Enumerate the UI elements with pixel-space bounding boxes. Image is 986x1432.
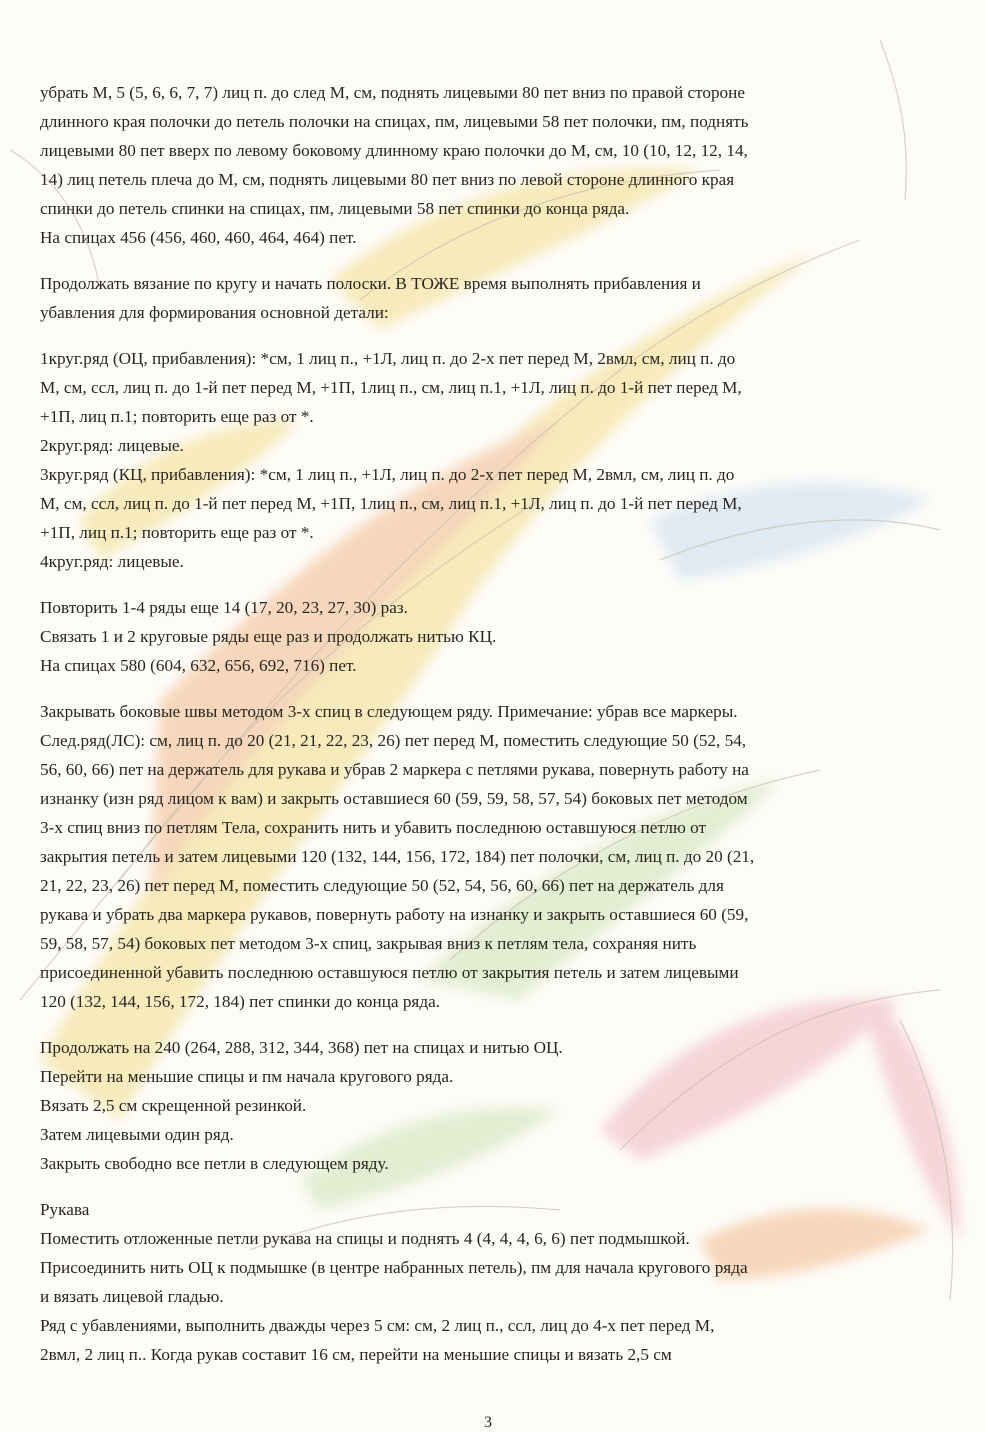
text-line: Поместить отложенные петли рукава на спицы и поднять 4 (4, 4, 4, 6, 6) пет подмышкой. (40, 1229, 690, 1248)
text-line: Продолжать на 240 (264, 288, 312, 344, 368) пет на спицах и нитью ОЦ. (40, 1038, 563, 1057)
text-line: лицевыми 80 пет вверх по левому боковому длинному краю полочки до М, см, 10 (10, 12, 12, 14, (40, 141, 748, 160)
text-line: 120 (132, 144, 156, 172, 184) пет спинки до конца ряда. (40, 992, 441, 1011)
text-line: М, см, ссл, лиц п. до 1-й пет перед М, +1П, 1лиц п., см, лиц п.1, +1Л, лиц п. до 1-й пет перед М, (40, 378, 742, 397)
text-line: 2вмл, 2 лиц п.. Когда рукав составит 16 см, перейти на меньшие спицы и вязать 2,5 см (40, 1345, 672, 1364)
text-line: убавления для формирования основной детали: (40, 303, 389, 322)
text-line: Связать 1 и 2 круговые ряды еще раз и продолжать нитью КЦ. (40, 627, 497, 646)
document-body (40, 78, 955, 1386)
text-line: +1П, лиц п.1; повторить еще раз от *. (40, 523, 314, 542)
text-line: На спицах 456 (456, 460, 460, 464, 464) пет. (40, 228, 357, 247)
text-line: Перейти на меньшие спицы и пм начала кругового ряда. (40, 1067, 454, 1086)
text-line: М, см, ссл, лиц п. до 1-й пет перед М, +1П, 1лиц п., см, лиц п.1, +1Л, лиц п. до 1-й пет перед М, (40, 494, 742, 513)
paragraph-repeat-rows (40, 593, 955, 680)
page-number: 3 (484, 1414, 492, 1431)
text-line: Закрывать боковые швы методом 3-х спиц в следующем ряду. Примечание: убрав все маркеры. (40, 702, 738, 721)
text-line: Затем лицевыми один ряд. (40, 1125, 234, 1144)
text-line: присоединенной убавить последнюю оставшуюся петлю от закрытия петель и затем лицевыми (40, 963, 739, 982)
paragraph-side-seams (40, 697, 955, 1016)
text-line: 14) лиц петель плеча до М, см, поднять лицевыми 80 пет вниз по левой стороне длинного края (40, 170, 735, 189)
text-line: 21, 22, 23, 26) пет перед М, поместить следующие 50 (52, 54, 56, 60, 66) пет на держатель для (40, 876, 724, 895)
text-line: 59, 58, 57, 54) боковых пет методом 3-х спиц, закрывая вниз к петлям тела, сохраняя нить (40, 934, 697, 953)
text-line: спинки до петель спинки на спицах, пм, лицевыми 58 пет спинки до конца ряда. (40, 199, 630, 218)
text-line: закрытия петель и затем лицевыми 120 (132, 144, 156, 172, 184) пет полочки, см, лиц п. до 20 (21, (40, 847, 755, 866)
text-line: Вязать 2,5 см скрещенной резинкой. (40, 1096, 307, 1115)
text-line: 56, 60, 66) пет на держатель для рукава и убрав 2 маркера с петлями рукава, повернуть работу на (40, 760, 749, 779)
paragraph-stripes-intro (40, 269, 955, 327)
text-line: 2круг.ряд: лицевые. (40, 436, 184, 455)
text-line: Повторить 1-4 ряды еще 14 (17, 20, 23, 27, 30) раз. (40, 598, 408, 617)
text-line: Ряд с убавлениями, выполнить дважды через 5 см: см, 2 лиц п., ссл, лиц до 4-х пет перед М, (40, 1316, 715, 1335)
text-line: Продолжать вязание по кругу и начать полоски. В ТОЖЕ время выполнять прибавления и (40, 274, 701, 293)
text-line: 1круг.ряд (ОЦ, прибавления): *см, 1 лиц п., +1Л, лиц п. до 2-х пет перед М, 2вмл, см, лиц п. до (40, 349, 736, 368)
text-line: убрать М, 5 (5, 6, 6, 7, 7) лиц п. до след М, см, поднять лицевыми 80 пет вниз по правой стороне (40, 83, 745, 102)
text-line: Закрыть свободно все петли в следующем ряду. (40, 1154, 389, 1173)
text-line: длинного края полочки до петель полочки на спицах, пм, лицевыми 58 пет полочки, пм, поднять (40, 112, 749, 131)
paragraph-sleeves (40, 1195, 955, 1369)
text-line: На спицах 580 (604, 632, 656, 692, 716) пет. (40, 656, 357, 675)
text-line: +1П, лиц п.1; повторить еще раз от *. (40, 407, 314, 426)
text-line: 3-х спиц вниз по петлям Тела, сохранить нить и убавить последнюю оставшуюся петлю от (40, 818, 707, 837)
text-line: 3круг.ряд (КЦ, прибавления): *см, 1 лиц п., +1Л, лиц п. до 2-х пет перед М, 2вмл, см, лиц п. до (40, 465, 735, 484)
text-line: изнанку (изн ряд лицом к вам) и закрыть оставшиеся 60 (59, 59, 58, 57, 54) боковых пет методом (40, 789, 748, 808)
text-line: След.ряд(ЛС): см, лиц п. до 20 (21, 21, 22, 23, 26) пет перед М, поместить следующие 50 (52, 54, (40, 731, 747, 750)
text-line: 4круг.ряд: лицевые. (40, 552, 184, 571)
text-line: Присоединить нить ОЦ к подмышке (в центре набранных петель), пм для начала кругового ряда (40, 1258, 748, 1277)
text-line: рукава и убрать два маркера рукавов, повернуть работу на изнанку и закрыть оставшиеся 60 (59, (40, 905, 749, 924)
paragraph-ribbing (40, 1033, 955, 1178)
paragraph-shoulder-pickup (40, 78, 955, 252)
paragraph-round-rows (40, 344, 955, 576)
text-line: и вязать лицевой гладью. (40, 1287, 224, 1306)
section-heading-sleeves: Рукава (40, 1200, 90, 1219)
